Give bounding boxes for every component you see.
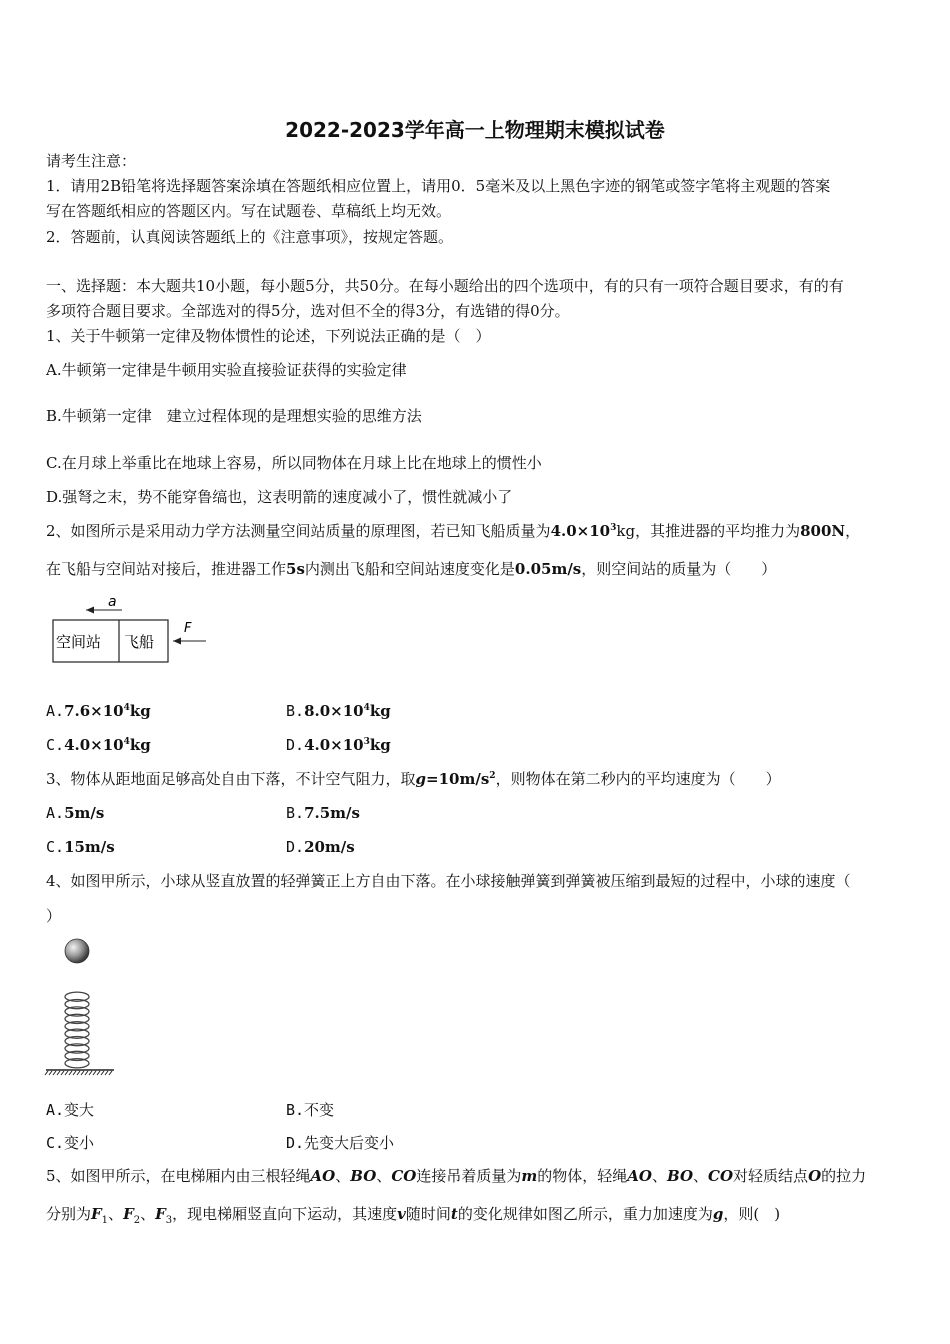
q2-stem-text: 2、如图所示是采用动力学方法测量空间站质量的原理图，若已知飞船质量为	[46, 522, 551, 540]
q2-time: 5s	[286, 560, 305, 578]
ship-label: 飞船	[124, 633, 155, 651]
q4-option-c: C.变小	[46, 1134, 95, 1152]
q1-option-c: C.在月球上举重比在地球上容易，所以同物体在月球上比在地球上的惯性小	[46, 454, 542, 472]
hatch-mark	[49, 1071, 52, 1075]
q1-option-b: B.牛顿第一定律 建立过程体现的是理想实验的思维方法	[46, 407, 422, 425]
spring-icon	[65, 992, 89, 1068]
q2-comma: ，	[845, 522, 861, 540]
hatch-mark	[97, 1071, 100, 1075]
hatch-mark	[85, 1071, 88, 1075]
q2-stem-text3: 在飞船与空间站对接后，推进器工作	[46, 560, 287, 578]
q4-option-row1	[46, 1100, 335, 1120]
force-label: F	[184, 621, 192, 636]
hatch-mark	[53, 1071, 56, 1075]
q5-stem-line1: 5、如图甲所示，在电梯厢内由三根轻绳AO、BO、CO连接吊着质量为m的物体，轻绳AO、BO、CO对轻质结点O的拉力	[46, 1167, 867, 1185]
q2-option-a-label: A.	[46, 702, 65, 720]
hatch-mark	[65, 1071, 68, 1075]
q3-option-row2	[46, 837, 355, 857]
q2-option-b: $B.8.0\times 10^4kg$	[286, 702, 391, 720]
hatch-mark	[45, 1071, 48, 1075]
q3-g-value: $=10m/s^2$	[426, 770, 496, 788]
q4-stem-a: 4、如图甲所示，小球从竖直放置的轻弹簧正上方自由下落。在小球接触弹簧到弹簧被压缩到最短的过程中，小球的速度（	[46, 872, 851, 890]
hatch-mark	[57, 1071, 60, 1075]
q3-option-a-label: A.	[46, 804, 65, 822]
hatch-mark	[101, 1071, 104, 1075]
q2-stem-text4: 内测出飞船和空间站速度变化是	[304, 560, 515, 578]
q2-thrust: 800N	[800, 522, 846, 540]
q3-option-c-value: 15m/s	[64, 838, 115, 856]
q1-stem: 1、关于牛顿第一定律及物体惯性的论述，下列说法正确的是（ ）	[46, 327, 491, 345]
q2-option-row1	[46, 701, 391, 721]
q2-option-d: $D.4.0\times 10^3kg$	[286, 736, 391, 754]
q1-option-d: D.强弩之末，势不能穿鲁缟也，这表明箭的速度减小了，惯性就减小了	[46, 488, 513, 506]
q4-figure	[42, 935, 122, 1081]
q4-option-d: D.先变大后变小	[286, 1134, 395, 1152]
q4-option-b: B.不变	[286, 1101, 335, 1119]
q3-option-row1	[46, 803, 360, 823]
page-title: 2022-2023学年高一上物理期末模拟试卷	[285, 118, 665, 142]
section-intro-a: 一、选择题：本大题共10小题，每小题5分，共50分。在每小题给出的四个选项中，有的只有一项符合题目要求，有的有	[46, 277, 844, 295]
section-intro-b: 多项符合题目要求。全部选对的得5分，选对但不全的得3分，有选错的得0分。	[46, 302, 570, 320]
acceleration-label: a	[108, 594, 117, 610]
q2-stem-text5: ，则空间站的质量为（ ）	[581, 560, 777, 578]
hatch-mark	[93, 1071, 96, 1075]
q5-stem-line2: 分别为$F_1$、$F_2$、$F_3$，现电梯厢竖直向下运动，其速度v随时间t的变化规律如图乙所示，重力加速度为g，则( )	[46, 1205, 781, 1226]
hatch-mark	[73, 1071, 76, 1075]
q2-option-c-value: $4.0\times 10^4kg$	[64, 736, 151, 754]
acceleration-arrow-head	[86, 607, 94, 614]
q2-stem-line1	[46, 521, 860, 541]
q2-option-c-label: C.	[46, 736, 65, 754]
q4-stem-b: ）	[46, 907, 62, 925]
q2-stem-line2	[46, 559, 776, 579]
q2-figure	[46, 590, 216, 670]
q3-stem: 3、物体从距地面足够高处自由下落，不计空气阻力，取$g=10m/s^2$，则物体在第二秒内的平均速度为（ ）	[46, 770, 781, 788]
q2-ship-mass: $4.0\times 10^3$	[550, 522, 617, 540]
q2-stem-text2: kg，其推进器的平均推力为	[616, 522, 801, 540]
q1-option-a: A.牛顿第一定律是牛顿用实验直接验证获得的实验定律	[46, 361, 407, 379]
hatch-mark	[69, 1071, 72, 1075]
q3-option-b: B.7.5m/s	[286, 804, 360, 822]
notice-heading: 请考生注意：	[46, 152, 137, 170]
hatch-mark	[81, 1071, 84, 1075]
force-arrow-head	[173, 638, 181, 645]
ground-hatch	[45, 1071, 112, 1075]
q4-option-row2	[46, 1133, 395, 1153]
q2-option-row2	[46, 735, 391, 755]
q2-option-a-value: $7.6\times 10^4kg$	[64, 702, 151, 720]
notice-item-2: 2．答题前，认真阅读答题纸上的《注意事项》，按规定答题。	[46, 228, 454, 246]
q4-option-a: A.变大	[46, 1101, 95, 1119]
q3-option-a-value: 5m/s	[64, 804, 105, 822]
hatch-mark	[61, 1071, 64, 1075]
q3-option-d: D.20m/s	[286, 838, 355, 856]
hatch-mark	[89, 1071, 92, 1075]
ball-icon	[65, 939, 89, 963]
q3-g-symbol: g	[415, 770, 427, 788]
hatch-mark	[77, 1071, 80, 1075]
notice-item-1a: 1．请用2B铅笔将选择题答案涂填在答题纸相应位置上，请用0．5毫米及以上黑色字迹的钢笔或签字笔将主观题的答案	[46, 177, 831, 195]
q2-velocity-change: 0.05m/s	[514, 560, 582, 578]
station-label: 空间站	[56, 633, 102, 651]
q3-option-c-label: C.	[46, 838, 65, 856]
hatch-mark	[109, 1071, 112, 1075]
notice-item-1b: 写在答题纸相应的答题区内。写在试题卷、草稿纸上均无效。	[46, 202, 452, 220]
hatch-mark	[105, 1071, 108, 1075]
